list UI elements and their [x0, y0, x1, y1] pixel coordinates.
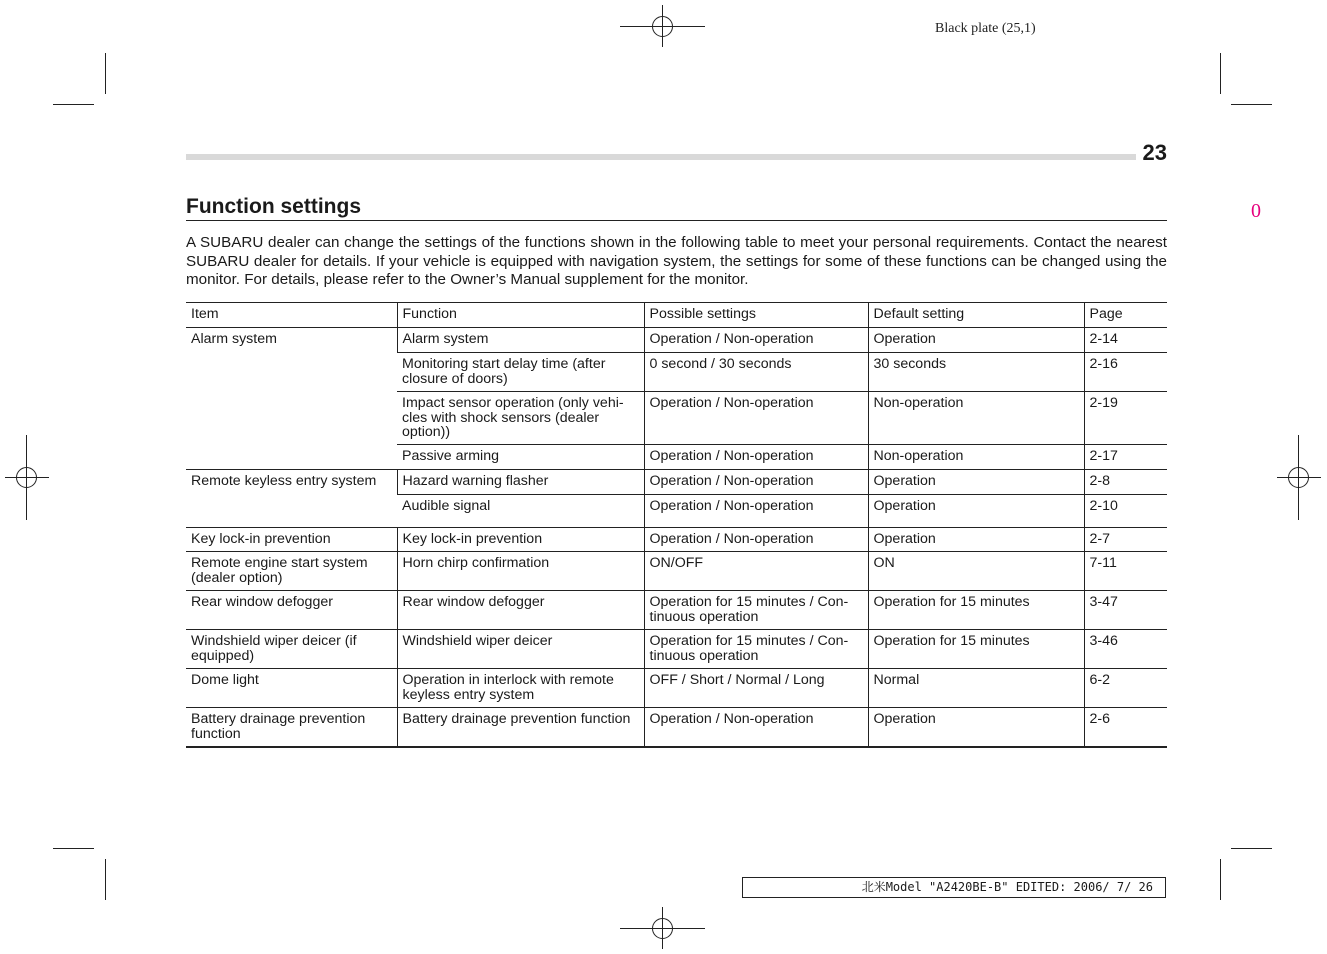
registration-mark-top	[620, 5, 705, 47]
crop-mark	[53, 104, 94, 105]
column-header-function: Function	[397, 303, 644, 328]
cell-function: Alarm system	[397, 328, 644, 353]
table-row	[186, 528, 1167, 552]
cell-default: Operation	[868, 328, 1084, 353]
cell-default: Operation for 15 minutes	[868, 630, 1084, 669]
cell-function: Impact sensor operation (only vehi- cles with shock sensors (dealer option))	[397, 392, 644, 445]
cell-default: Operation	[868, 708, 1084, 747]
cell-item: Remote engine start system (dealer option)	[186, 552, 397, 591]
cell-default: Normal	[868, 669, 1084, 708]
cell-possible: OFF / Short / Normal / Long	[644, 669, 868, 708]
crop-mark	[1220, 859, 1221, 900]
cell-possible: Operation / Non-operation	[644, 528, 868, 552]
cell-page: 3-46	[1084, 630, 1167, 669]
page-number: 23	[1142, 140, 1167, 165]
function-settings-table	[186, 302, 1167, 748]
cell-possible: 0 second / 30 seconds	[644, 353, 868, 392]
cell-possible: Operation for 15 minutes / Con- tinuous operation	[644, 630, 868, 669]
cell-page: 6-2	[1084, 669, 1167, 708]
cell-function: Battery drainage prevention function	[397, 708, 644, 747]
cell-possible: Operation / Non-operation	[644, 328, 868, 353]
cell-item: Rear window defogger	[186, 591, 397, 630]
cell-page: 2-7	[1084, 528, 1167, 552]
cell-default: ON	[868, 552, 1084, 591]
crop-mark	[105, 53, 106, 94]
cell-item: Alarm system	[186, 328, 397, 470]
cell-page: 2-10	[1084, 495, 1167, 528]
registration-mark-left	[5, 435, 49, 520]
cell-item: Windshield wiper deicer (if equipped)	[186, 630, 397, 669]
table-row	[186, 669, 1167, 708]
cell-page: 2-14	[1084, 328, 1167, 353]
table-row	[186, 708, 1167, 747]
table-row	[186, 630, 1167, 669]
crop-mark	[1220, 53, 1221, 94]
header-bar	[186, 154, 1136, 160]
table-row	[186, 591, 1167, 630]
edit-stamp: 北米Model "A2420BE-B" EDITED: 2006/ 7/ 26	[861, 880, 1153, 894]
cell-function: Windshield wiper deicer	[397, 630, 644, 669]
table-row	[186, 552, 1167, 591]
crop-mark	[105, 859, 106, 900]
intro-paragraph: A SUBARU dealer can change the settings of the functions shown in the following table to meet your personal requirements. Contact the nearest SUBARU dealer for details. If your vehicle is equipped with navigation system, the settings for some of these functions can be changed using the monitor. For details, please refer to the Owner’s Manual supplement for the monitor.	[186, 234, 1167, 289]
cell-function: Horn chirp confirmation	[397, 552, 644, 591]
cell-item: Dome light	[186, 669, 397, 708]
cell-possible: ON/OFF	[644, 552, 868, 591]
column-header-default-setting: Default setting	[868, 303, 1084, 328]
table-row	[186, 470, 1167, 495]
cell-possible: Operation for 15 minutes / Con- tinuous operation	[644, 591, 868, 630]
edit-stamp-box	[742, 877, 1166, 898]
cell-page: 2-6	[1084, 708, 1167, 747]
cell-page: 7-11	[1084, 552, 1167, 591]
cell-possible: Operation / Non-operation	[644, 495, 868, 528]
cell-page: 2-8	[1084, 470, 1167, 495]
column-header-page: Page	[1084, 303, 1167, 328]
cell-page: 2-19	[1084, 392, 1167, 445]
cell-function: Operation in interlock with remote keyless entry system	[397, 669, 644, 708]
side-marker: 0	[1251, 200, 1261, 222]
crop-mark	[1231, 104, 1272, 105]
cell-item: Battery drainage prevention function	[186, 708, 397, 747]
cell-page: 2-16	[1084, 353, 1167, 392]
title-rule	[186, 220, 1167, 221]
crop-mark	[53, 848, 94, 849]
cell-default: Operation	[868, 470, 1084, 495]
column-header-item: Item	[186, 303, 397, 328]
cell-default: Operation	[868, 495, 1084, 528]
registration-mark-right	[1277, 435, 1321, 520]
cell-default: Non-operation	[868, 445, 1084, 470]
table-row	[186, 328, 1167, 353]
cell-item: Key lock-in prevention	[186, 528, 397, 552]
cell-possible: Operation / Non-operation	[644, 445, 868, 470]
cell-default: Non-operation	[868, 392, 1084, 445]
cell-function: Monitoring start delay time (after closure of doors)	[397, 353, 644, 392]
section-title: Function settings	[186, 195, 361, 218]
cell-default: 30 seconds	[868, 353, 1084, 392]
cell-page: 2-17	[1084, 445, 1167, 470]
cell-function: Key lock-in prevention	[397, 528, 644, 552]
registration-mark-bottom	[620, 907, 705, 949]
cell-function: Audible signal	[397, 495, 644, 528]
cell-function: Passive arming	[397, 445, 644, 470]
cell-item: Remote keyless entry system	[186, 470, 397, 528]
cell-possible: Operation / Non-operation	[644, 470, 868, 495]
plate-label: Black plate (25,1)	[935, 21, 1036, 36]
cell-function: Hazard warning flasher	[397, 470, 644, 495]
column-header-possible-settings: Possible settings	[644, 303, 868, 328]
cell-page: 3-47	[1084, 591, 1167, 630]
cell-default: Operation for 15 minutes	[868, 591, 1084, 630]
cell-default: Operation	[868, 528, 1084, 552]
table-header-row	[186, 303, 1167, 328]
cell-possible: Operation / Non-operation	[644, 708, 868, 747]
cell-function: Rear window defogger	[397, 591, 644, 630]
crop-mark	[1231, 848, 1272, 849]
cell-possible: Operation / Non-operation	[644, 392, 868, 445]
